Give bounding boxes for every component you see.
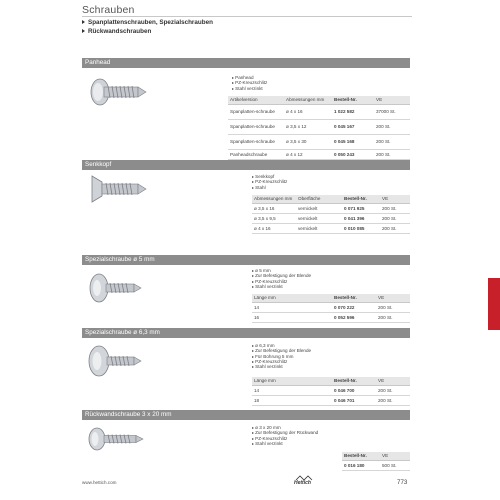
feature-item: ▸ Zur Befestigung der Blende [252,348,311,353]
table-cell: vernickelt [296,213,342,223]
column-header: VE [380,195,410,203]
feature-item: ▸ PZ-Kreuzschlitz [232,80,267,85]
feature-item: ▸ Panhead [232,75,267,80]
footer-url[interactable]: www.hettich.com [82,480,117,485]
feature-item: ▸ ø 6,3 mm [252,343,311,348]
column-header: Abmessungen mm [284,96,332,104]
table-cell: 200 St. [374,149,410,159]
table-cell: 200 St. [374,134,410,149]
table-cell: vernickelt [296,223,342,233]
table-row [228,119,410,134]
table-cell: 0 046 701 [332,395,376,405]
feature-item: ▸ Stahl verzinkt [232,86,267,91]
table-cell: 0 052 596 [332,312,376,322]
special-6-3mm-table [252,377,410,406]
table-cell: Spanplatten-schraube [228,134,284,149]
table-cell: 200 St. [376,385,410,395]
feature-item: ▸ Senkkopf [252,174,287,179]
table-cell: 200 St. [376,302,410,312]
column-header: Bestell-Nr. [342,452,380,460]
column-header: VE [380,452,410,460]
column-header: Oberfläche [296,195,342,203]
table-cell: 0 046 700 [332,385,376,395]
breadcrumb-label: Spanplattenschrauben, Spezialschrauben [88,19,213,26]
column-header: Abmessungen mm [252,195,296,203]
table-cell: 200 St. [380,223,410,233]
table-row [252,395,410,405]
table-cell: Spanplatten-schraube [228,119,284,134]
special-screw-5mm-image [86,270,144,306]
column-header: Länge mm [252,377,332,385]
feature-item: ▸ Zur Befestigung der Blende [252,273,311,278]
special-5mm-features [252,268,311,289]
table-cell: Panheadschraube [228,149,284,159]
table-row [252,203,410,213]
table-row [252,213,410,223]
table-cell: 0 045 168 [332,134,374,149]
feature-item: ▸ Stahl verzinkt [252,284,311,289]
table-cell: ø 3,5 x 16 [252,203,296,213]
table-cell: 14 [252,385,332,395]
page-title: Schrauben [82,4,135,16]
breadcrumb-item-1[interactable] [82,19,213,26]
table-cell: ø 3,5 x 30 [284,134,332,149]
section-header-special-6-3mm: Spezialschraube ø 6,3 mm [82,328,410,338]
column-header: Bestell-Nr. [332,294,376,302]
feature-item: ▸ PZ-Kreuzschlitz [252,359,311,364]
chapter-tab [488,278,500,330]
feature-item: ▸ PZ-Kreuzschlitz [252,179,287,184]
feature-item: ▸ ø 5 mm [252,268,311,273]
table-cell: ø 3,5 x 12 [284,119,332,134]
column-header: Bestell-Nr. [332,96,374,104]
table-cell: 0 041 396 [342,213,380,223]
triangle-bullet-icon [82,20,85,24]
feature-item: ▸ PZ-Kreuzschlitz [252,436,318,441]
table-cell: 200 St. [374,119,410,134]
breadcrumb-item-2[interactable] [82,28,151,35]
special-screw-6-3mm-image [86,342,144,380]
column-header: VE [374,96,410,104]
senkkopf-features [252,174,287,190]
section-header-panhead: Panhead [82,58,410,68]
table-cell: 0 070 222 [332,302,376,312]
table-row [228,134,410,149]
logo-text: Hettich [294,480,311,486]
section-header-special-5mm: Spezialschraube ø 5 mm [82,255,410,265]
page-number: 773 [397,479,408,486]
table-row [252,385,410,395]
table-cell: 14 [252,302,332,312]
feature-item: ▸ PZ-Kreuzschlitz [252,279,311,284]
feature-item: ▸ Stahl verzinkt [252,364,311,369]
table-cell: ø 4 x 12 [284,149,332,159]
column-header: Länge mm [252,294,332,302]
back-panel-screw-features [252,425,318,446]
table-cell: 0 050 243 [332,149,374,159]
back-panel-screw-table [342,452,410,471]
table-row [252,312,410,322]
table-cell: 200 St. [380,203,410,213]
panhead-screw-image [86,74,148,112]
panhead-table [228,96,410,160]
table-cell: 18 [252,395,332,405]
table-cell: 500 St. [380,460,410,470]
section-header-senkkopf: Senkkopf [82,160,410,170]
triangle-bullet-icon [82,29,85,33]
column-header: VE [376,377,410,385]
table-cell: ø 4 x 16 [284,104,332,119]
section-header-back-panel-screw: Rückwandschraube 3 x 20 mm [82,410,410,420]
feature-item: ▸ Stahl verzinkt [252,441,318,446]
panhead-features [232,75,267,91]
column-header: Bestell-Nr. [332,377,376,385]
countersunk-screw-image [86,172,148,206]
table-row [228,149,410,159]
title-divider [82,16,412,17]
table-cell: 1 022 582 [332,104,374,119]
feature-item: ▸ Stahl [252,185,287,190]
column-header: Bestell-Nr. [342,195,380,203]
table-cell: 0 016 180 [342,460,380,470]
table-cell: ø 3,5 x 9,5 [252,213,296,223]
table-cell: 37000 St. [374,104,410,119]
hettich-logo [294,475,316,487]
table-cell: 200 St. [376,395,410,405]
table-cell: Spanplatten-schraube [228,104,284,119]
table-cell: 0 071 925 [342,203,380,213]
table-row [252,302,410,312]
table-cell: 200 St. [376,312,410,322]
table-row [252,223,410,233]
column-header: Artikelversion [228,96,284,104]
table-cell: 0 045 167 [332,119,374,134]
breadcrumb-label: Rückwandschrauben [88,28,152,35]
table-row [342,460,410,470]
table-cell: 16 [252,312,332,322]
column-header: VE [376,294,410,302]
table-cell: vernickelt [296,203,342,213]
feature-item: ▸ Zur Befestigung der Rückwand [252,430,318,435]
table-cell: 200 St. [380,213,410,223]
senkkopf-table [252,195,410,234]
table-cell: 0 010 085 [342,223,380,233]
table-cell: ø 4 x 16 [252,223,296,233]
table-row [228,104,410,119]
feature-item: ▸ ø 3 x 20 mm [252,425,318,430]
back-panel-screw-image [86,424,146,454]
feature-item: ▸ Für Bohrung 5 mm [252,354,311,359]
special-5mm-table [252,294,410,323]
special-6-3mm-features [252,343,311,369]
